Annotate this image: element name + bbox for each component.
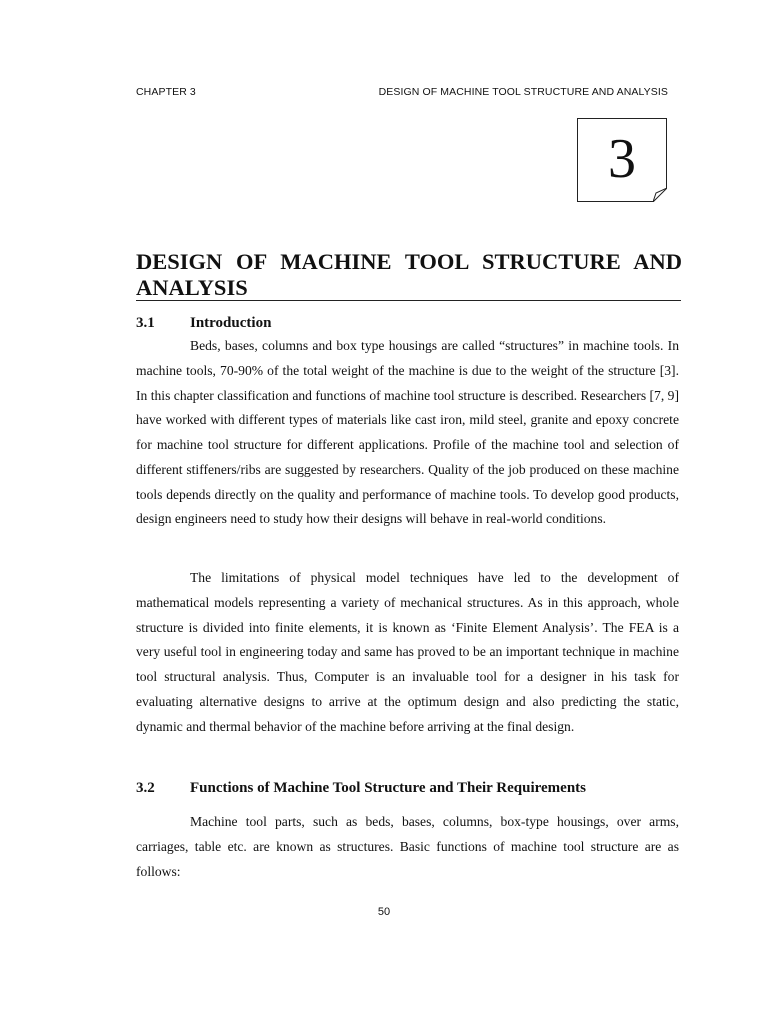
running-title: DESIGN OF MACHINE TOOL STRUCTURE AND ANALYSIS — [378, 86, 668, 98]
section-title: Functions of Machine Tool Structure and Their Requirements — [190, 780, 587, 796]
section-heading-3-2 — [136, 779, 586, 797]
paragraph-text: Machine tool parts, such as beds, bases, columns, box-type housings, over arms, carriages, table etc. are known as structures. Basic functions of machine tool structure are as follows: — [136, 814, 679, 879]
paragraph — [136, 810, 679, 884]
page-curl-icon — [653, 188, 667, 202]
title-underline — [136, 300, 681, 301]
paragraph-text: The limitations of physical model techniques have led to the development of mathematical models representing a variety of mechanical structures. As in this approach, whole structure is divided into finite elements, it is known as ‘Finite Element Analysis’. The FEA is a very useful tool in engineering today and same has proved to be an important technique in machine tool structural analysis. Thus, Computer is an invaluable tool for a designer in his task for evaluating alternative designs to arrive at the optimum design and also predicting the static, dynamic and thermal behavior of the machine before arriving at the final design. — [136, 570, 679, 734]
chapter-label: CHAPTER 3 — [136, 86, 196, 98]
paragraph — [136, 334, 679, 532]
section-number: 3.1 — [136, 315, 155, 331]
paragraph — [136, 566, 679, 739]
paragraph-text: Beds, bases, columns and box type housings are called “structures” in machine tools. In machine tools, 70-90% of the total weight of the machine is due to the weight of the structure [3]. In this chapter classification and functions of machine tool structure is described. Researchers [7, 9] have worked with different types of materials like cast iron, mild steel, granite and epoxy concrete for machine tool structure for different applications. Profile of the machine tool and selection of different stiffeners/ribs are suggested by researchers. Quality of the job produced on these machine tools depends directly on the quality and performance of machine tools. To develop good products, design engineers need to study how their designs will behave in real-world conditions. — [136, 338, 679, 527]
chapter-title: DESIGN OF MACHINE TOOL STRUCTURE AND ANALYSIS — [136, 249, 682, 300]
section-heading-3-1 — [136, 314, 271, 332]
chapter-number-badge — [577, 118, 667, 202]
running-header — [136, 86, 668, 102]
page-number: 50 — [377, 906, 391, 918]
chapter-number: 3 — [608, 128, 636, 190]
section-title: Introduction — [190, 315, 272, 331]
section-number: 3.2 — [136, 780, 155, 796]
